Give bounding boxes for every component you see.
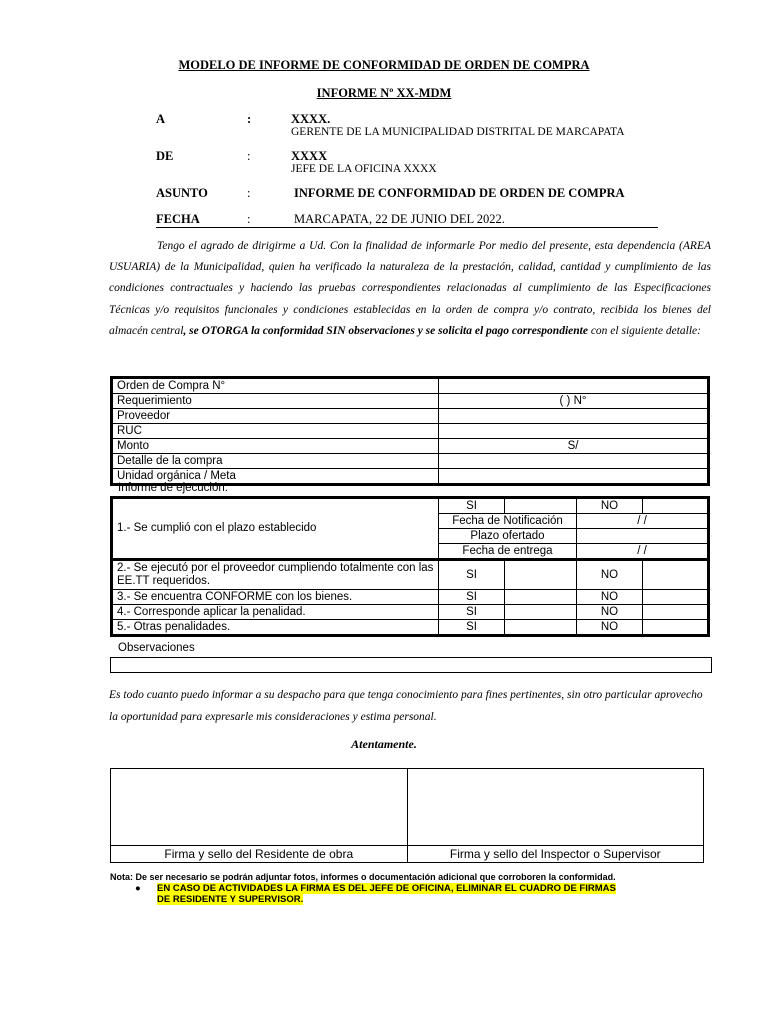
otras-penalidades-label: 5.- Otras penalidades. — [112, 620, 439, 636]
conforme-si-label: SI — [439, 590, 505, 605]
penalidad-no-label: NO — [577, 605, 643, 620]
body-paragraph — [109, 236, 711, 342]
table-row — [112, 560, 709, 590]
table-row — [112, 394, 709, 409]
closing-paragraph: Es todo cuanto puedo informar a su despacho para que tenga conocimiento para fines pertinentes, sin otro particular aprovecho la oportunidad para expresarle mis consideraciones y estima personal. — [109, 689, 703, 723]
signature-table — [110, 768, 704, 863]
proveedor-value[interactable] — [439, 409, 709, 424]
penalidad-si-label: SI — [439, 605, 505, 620]
monto-label: Monto — [112, 439, 439, 454]
plazo-no-label: NO — [577, 498, 643, 514]
requerimiento-value[interactable]: ( ) N° — [439, 394, 709, 409]
document-subtitle: INFORME Nº XX-MDM — [316, 86, 452, 100]
signature-label-residente: Firma y sello del Residente de obra — [111, 846, 408, 863]
ejecuto-no-box[interactable] — [643, 560, 709, 590]
table-row — [112, 424, 709, 439]
table-row — [112, 605, 709, 620]
plazo-ofertado-label: Plazo ofertado — [439, 529, 577, 544]
table-row — [112, 454, 709, 469]
observaciones-label: Observaciones — [118, 642, 195, 654]
header-de-sub: JEFE DE LA OFICINA XXXX — [291, 163, 437, 175]
body-text-part3: con el siguiente detalle: — [587, 324, 701, 337]
table-row — [112, 378, 709, 394]
document-title: MODELO DE INFORME DE CONFORMIDAD DE ORDEN DE COMPRA — [178, 58, 590, 72]
signature-box-supervisor[interactable] — [407, 769, 704, 846]
body-text-part1: Tengo el agrado de dirigirme a Ud. Con la finalidad de informarle Por medio del presente, esta dependencia (AREA USUARIA) de la Municipalidad, quien ha verificado la naturaleza de la prestación, calidad, cantidad y cumplimiento de las condiciones contractuales y haciendo las pruebas correspondientes relacionadas al cumplimiento de las Especificaciones Técnicas y/o requisitos funcionales y condiciones establecidas en la orden de compra y/o contrato, recibida los bienes del almacén central — [109, 240, 711, 337]
proveedor-label: Proveedor — [112, 409, 439, 424]
header-de-colon: : — [247, 149, 251, 163]
observaciones-field[interactable] — [110, 657, 712, 673]
table-row — [112, 590, 709, 605]
informe-ejecucion-label: Informe de ejecución: — [118, 482, 228, 494]
plazo-si-box[interactable] — [505, 498, 577, 514]
fecha-notificacion-value[interactable]: / / — [577, 514, 709, 529]
ruc-value[interactable] — [439, 424, 709, 439]
table-row — [112, 620, 709, 636]
header-a-value: XXXX. — [291, 112, 331, 126]
detalle-compra-label: Detalle de la compra — [112, 454, 439, 469]
penalidad-no-box[interactable] — [643, 605, 709, 620]
plazo-si-label: SI — [439, 498, 505, 514]
orden-compra-value[interactable] — [439, 378, 709, 394]
header-a-label: A — [156, 112, 166, 126]
otras-no-box[interactable] — [643, 620, 709, 636]
plazo-ofertado-value[interactable] — [577, 529, 709, 544]
unidad-organica-label: Unidad orgánica / Meta — [112, 469, 439, 485]
header-asunto-label: ASUNTO — [156, 186, 208, 200]
execution-report-table — [110, 496, 710, 637]
header-divider — [156, 227, 658, 228]
monto-value[interactable]: S/ — [439, 439, 709, 454]
bullet-line-2: DE RESIDENTE Y SUPERVISOR. — [157, 894, 304, 905]
fecha-entrega-label: Fecha de entrega — [439, 544, 577, 560]
otras-si-box[interactable] — [505, 620, 577, 636]
header-de-value: XXXX — [291, 149, 328, 163]
nota-text: Nota: De ser necesario se podrán adjuntar fotos, informes o documentación adicional que corroboren la conformidad. — [110, 872, 616, 882]
body-text-emphasis: , se OTORGA la conformidad SIN observaciones y se solicita el pago correspondiente — [183, 324, 588, 337]
conforme-si-box[interactable] — [505, 590, 577, 605]
signature-label-supervisor: Firma y sello del Inspector o Supervisor — [407, 846, 704, 863]
ejecuto-si-box[interactable] — [505, 560, 577, 590]
header-fecha-label: FECHA — [156, 212, 200, 226]
table-row — [112, 498, 709, 514]
penalidad-si-box[interactable] — [505, 605, 577, 620]
order-details-table — [110, 376, 710, 486]
header-fecha-colon: : — [247, 212, 251, 226]
conforme-no-label: NO — [577, 590, 643, 605]
ejecuto-label: 2.- Se ejecutó por el proveedor cumpliendo totalmente con las EE.TT requeridos. — [112, 560, 439, 590]
header-a-colon: : — [247, 112, 252, 126]
header-a-sub: GERENTE DE LA MUNICIPALIDAD DISTRITAL DE MARCAPATA — [291, 126, 625, 138]
table-row — [112, 439, 709, 454]
signature-space-row — [111, 769, 704, 846]
fecha-entrega-value[interactable]: / / — [577, 544, 709, 560]
conforme-no-box[interactable] — [643, 590, 709, 605]
orden-compra-label: Orden de Compra N° — [112, 378, 439, 394]
plazo-label: 1.- Se cumplió con el plazo establecido — [112, 498, 439, 560]
requerimiento-label: Requerimiento — [112, 394, 439, 409]
fecha-notificacion-label: Fecha de Notificación — [439, 514, 577, 529]
header-asunto-value: INFORME DE CONFORMIDAD DE ORDEN DE COMPRA — [294, 186, 625, 200]
unidad-organica-value[interactable] — [439, 469, 709, 485]
signature-box-residente[interactable] — [111, 769, 408, 846]
header-asunto-colon: : — [247, 186, 251, 200]
otras-no-label: NO — [577, 620, 643, 636]
detalle-compra-value[interactable] — [439, 454, 709, 469]
plazo-no-box[interactable] — [643, 498, 709, 514]
ejecuto-si-label: SI — [439, 560, 505, 590]
header-de-label: DE — [156, 149, 174, 163]
header-fecha-value: MARCAPATA, 22 DE JUNIO DEL 2022. — [294, 212, 505, 226]
otras-si-label: SI — [439, 620, 505, 636]
ruc-label: RUC — [112, 424, 439, 439]
bullet-note — [135, 883, 616, 905]
penalidad-label: 4.- Corresponde aplicar la penalidad. — [112, 605, 439, 620]
table-row — [112, 409, 709, 424]
bullet-line-1: EN CASO DE ACTIVIDADES LA FIRMA ES DEL JEFE DE OFICINA, ELIMINAR EL CUADRO DE FIRMAS — [157, 883, 616, 894]
atentamente: Atentamente. — [351, 737, 417, 751]
conforme-label: 3.- Se encuentra CONFORME con los bienes. — [112, 590, 439, 605]
ejecuto-no-label: NO — [577, 560, 643, 590]
signature-label-row — [111, 846, 704, 863]
bullet-dot-icon: ● — [135, 883, 141, 894]
